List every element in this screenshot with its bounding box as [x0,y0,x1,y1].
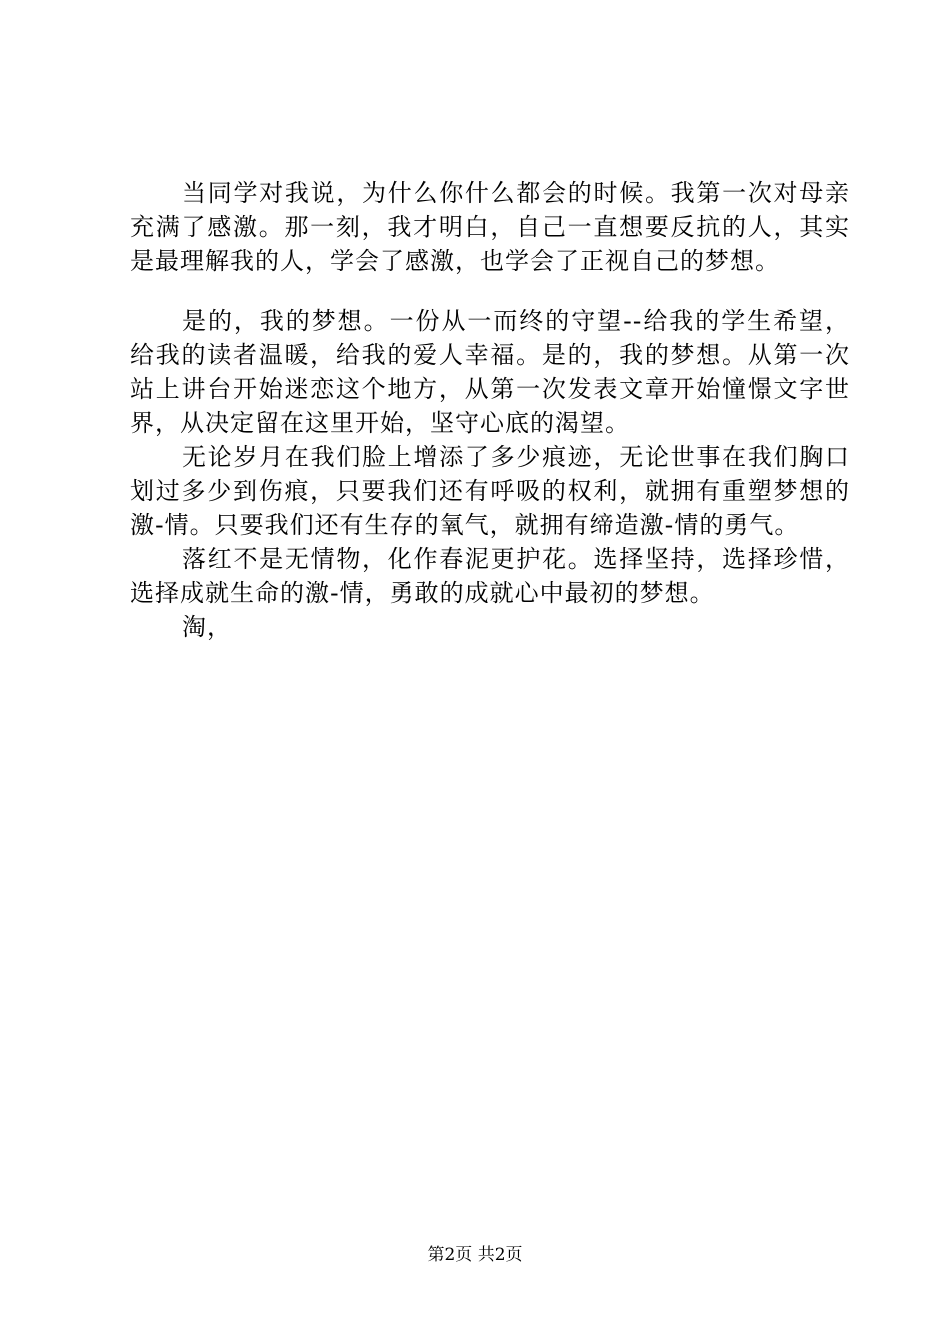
paragraph-3: 无论岁月在我们脸上增添了多少痕迹，无论世事在我们胸口划过多少到伤痕，只要我们还有呼吸的权利，就拥有重塑梦想的激-情。只要我们还有生存的氧气，就拥有缔造激-情的勇气。 [130,443,850,539]
paragraph-4: 落红不是无情物，化作春泥更护花。选择坚持，选择珍惜，选择成就生命的激-情，勇敢的成就心中最初的梦想。 [130,545,850,607]
document-body [130,176,850,644]
page-footer: 第2页 共2页 [427,1245,523,1265]
paragraph-5: 淘， [182,613,232,641]
paragraph-2: 是的，我的梦想。一份从一而终的守望--给我的学生希望，给我的读者温暖，给我的爱人幸福。是的，我的梦想。从第一次站上讲台开始迷恋这个地方，从第一次发表文章开始憧憬文字世界，从决定留在这里开始，坚守心底的渴望。 [130,307,850,437]
paragraph-1: 当同学对我说，为什么你什么都会的时候。我第一次对母亲充满了感激。那一刻，我才明白，自己一直想要反抗的人，其实是最理解我的人，学会了感激，也学会了正视自己的梦想。 [130,179,850,275]
